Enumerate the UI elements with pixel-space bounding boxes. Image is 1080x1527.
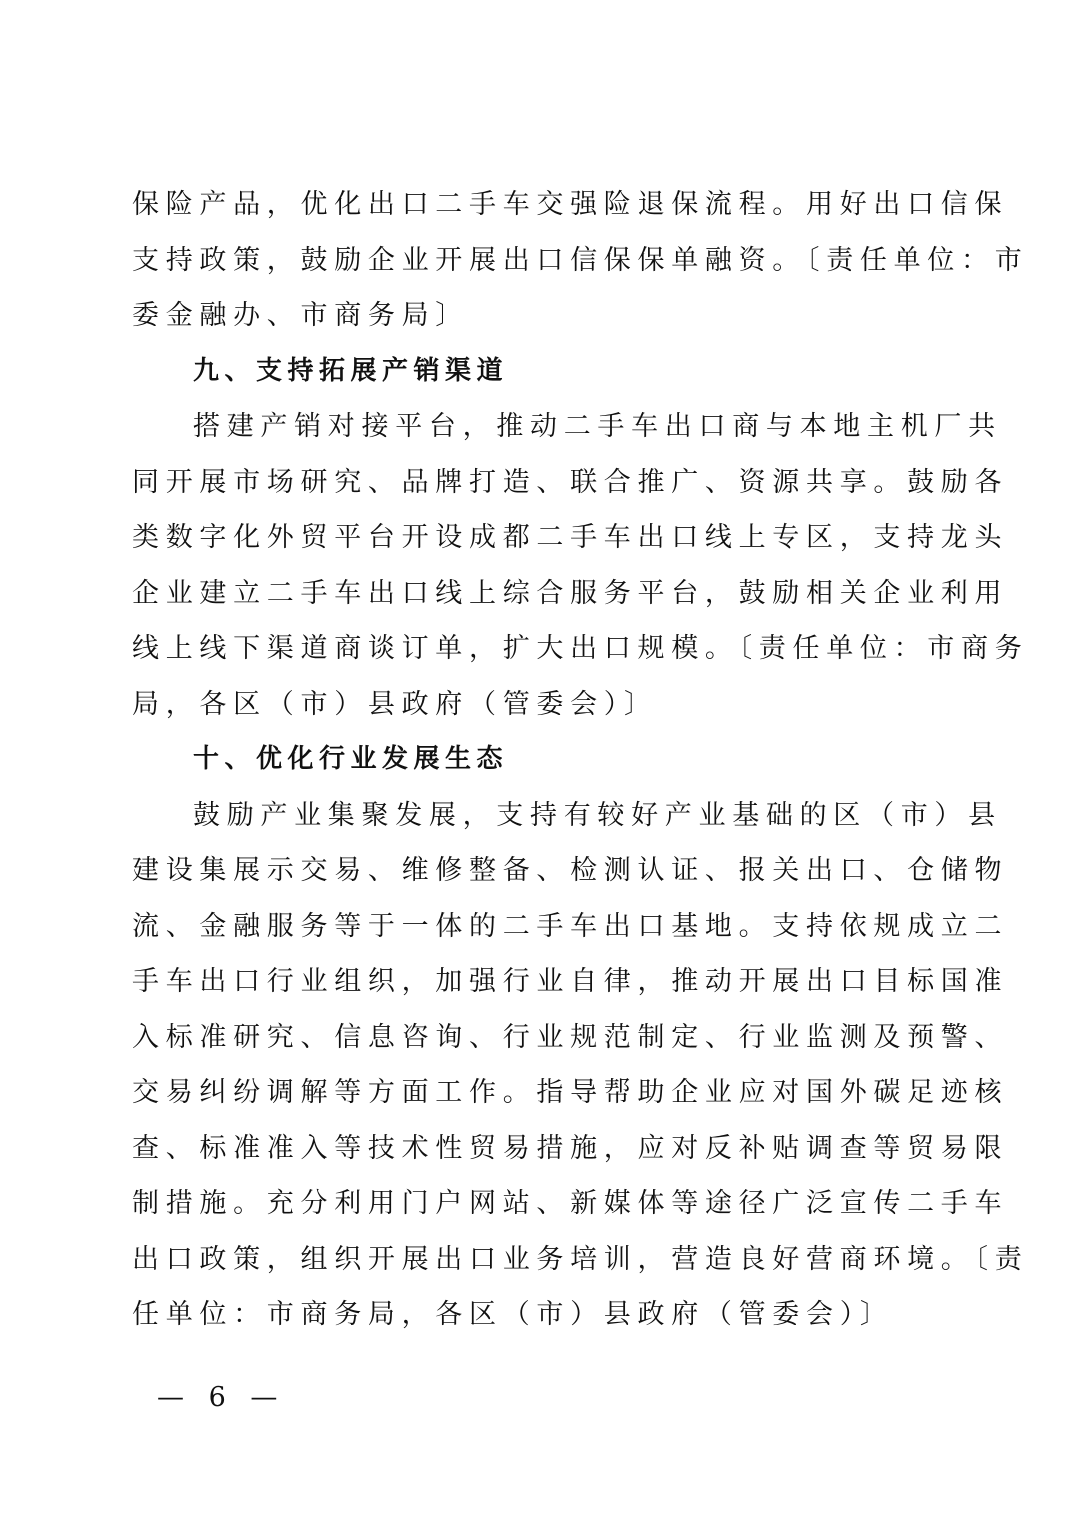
section-9-line: 搭建产销对接平台，推动二手车出口商与本地主机厂共 xyxy=(193,411,1002,442)
section-10-line: 建设集展示交易、维修整备、检测认证、报关出口、仓储物 xyxy=(132,855,1009,886)
document-body xyxy=(132,177,1029,1343)
section-10-line: 制措施。充分利用门户网站、新媒体等途径广泛宣传二手车 xyxy=(132,1188,1009,1219)
section-heading-10: 十、优化行业发展生态 xyxy=(193,744,509,774)
section-10-line: 任单位：市商务局，各区（市）县政府（管委会）〕 xyxy=(132,1299,894,1330)
body-line: 委金融办、市商务局〕 xyxy=(132,300,469,331)
section-10-line: 入标准研究、信息咨询、行业规范制定、行业监测及预警、 xyxy=(132,1021,1009,1053)
section-9-line: 类数字化外贸平台开设成都二手车出口线上专区，支持龙头 xyxy=(132,522,1009,553)
section-heading-9: 九、支持拓展产销渠道 xyxy=(193,355,509,386)
section-9-line: 线上线下渠道商谈订单，扩大出口规模。〔责任单位：市商务 xyxy=(132,633,1029,664)
section-10-line: 流、金融服务等于一体的二手车出口基地。支持依规成立二 xyxy=(132,910,1009,942)
section-10-line: 出口政策，组织开展出口业务培训，营造良好营商环境。〔责 xyxy=(132,1243,1029,1275)
section-10-line: 交易纠纷调解等方面工作。指导帮助企业应对国外碳足迹核 xyxy=(132,1077,1009,1108)
section-9-line: 局，各区（市）县政府（管委会）〕 xyxy=(132,688,658,720)
page-number: — 6 — xyxy=(157,1382,286,1413)
section-10-line: 查、标准准入等技术性贸易措施，应对反补贴调查等贸易限 xyxy=(132,1132,1009,1164)
body-line: 支持政策，鼓励企业开展出口信保保单融资。〔责任单位：市 xyxy=(132,244,1029,276)
section-9-line: 同开展市场研究、品牌打造、联合推广、资源共享。鼓励各 xyxy=(132,466,1009,498)
body-line: 保险产品，优化出口二手车交强险退保流程。用好出口信保 xyxy=(132,189,1009,220)
section-9-line: 企业建立二手车出口线上综合服务平台，鼓励相关企业利用 xyxy=(132,577,1009,609)
section-10-line: 手车出口行业组织，加强行业自律，推动开展出口目标国准 xyxy=(132,966,1009,997)
section-10-line: 鼓励产业集聚发展，支持有较好产业基础的区（市）县 xyxy=(193,799,1002,831)
